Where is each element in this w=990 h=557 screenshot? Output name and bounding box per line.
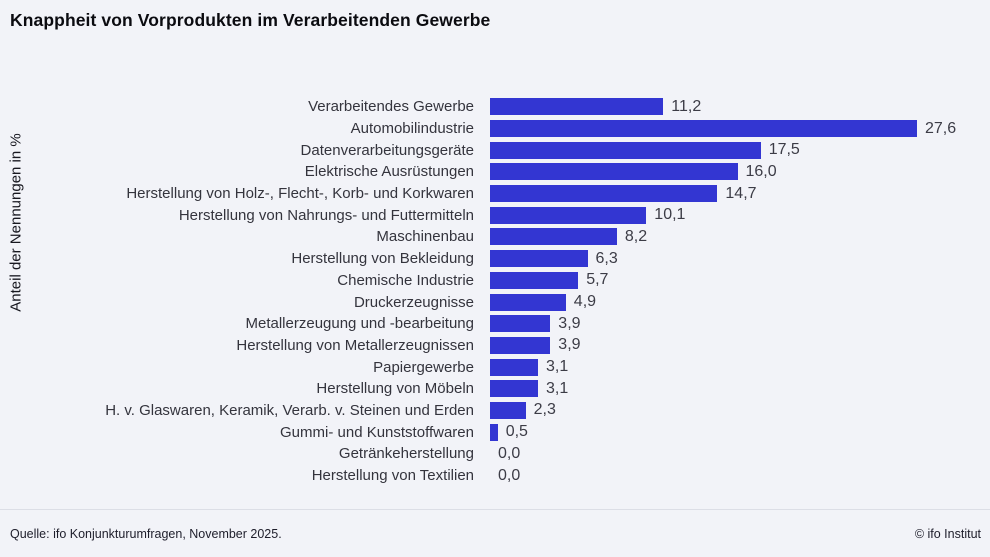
bar-track [490,207,990,224]
value-label: 5,7 [586,271,609,289]
value-label: 3,1 [546,358,569,376]
bar-row [0,161,990,183]
bar [490,380,538,397]
bar [490,424,498,441]
bar-row [0,356,990,378]
category-label: Gummi- und Kunststoffwaren [280,423,474,441]
bar [490,142,761,159]
bar-track [490,185,990,202]
bar [490,272,578,289]
bar [490,98,663,115]
bar-row [0,270,990,292]
y-axis-label: Anteil der Nennungen in % [7,133,25,312]
bar-track [490,142,990,159]
value-label: 0,5 [505,423,528,441]
bar-track [490,98,990,115]
bar-track [490,402,990,419]
bar-row [0,118,990,140]
bar-row [0,421,990,443]
category-label: Herstellung von Holz-, Flecht-, Korb- und Korkwaren [126,185,474,203]
bar [490,250,588,267]
bar-row [0,313,990,335]
bar-row [0,248,990,270]
value-label: 27,6 [925,119,957,137]
category-label: Herstellung von Textilien [311,467,474,485]
footer [0,509,990,557]
bar-track [490,359,990,376]
bar [490,163,738,180]
category-label: Metallerzeugung und -bearbeitung [245,315,474,333]
bar-row [0,183,990,205]
value-label: 17,5 [768,141,800,159]
bar-row [0,139,990,161]
bar-row [0,96,990,118]
bar [490,402,526,419]
bar-row [0,378,990,400]
category-label: Elektrische Ausrüstungen [304,163,474,181]
value-label: 8,2 [624,227,648,245]
bar [490,228,617,245]
chart-title: Knappheit von Vorprodukten im Verarbeitenden Gewerbe [10,10,491,30]
category-label: Herstellung von Möbeln [316,380,474,398]
bar-track [490,163,990,180]
bar-row [0,226,990,248]
bar [490,185,717,202]
category-label: H. v. Glaswaren, Keramik, Verarb. v. Steinen und Erden [105,401,474,419]
bar-track [490,445,990,462]
bar [490,315,550,332]
bar-row [0,400,990,422]
value-label: 14,7 [725,184,757,202]
bar-track [490,315,990,332]
bar-track [490,424,990,441]
value-label: 3,1 [546,379,569,397]
bar-track [490,467,990,484]
category-label: Getränkeherstellung [338,445,474,463]
bar [490,120,917,137]
value-label: 3,9 [558,314,581,332]
bar-track [490,120,990,137]
value-label: 6,3 [595,249,618,267]
value-label: 0,0 [498,444,521,462]
value-label: 0,0 [498,466,521,484]
copyright-note: © ifo Institut [914,526,981,541]
bar-row [0,335,990,357]
category-label: Herstellung von Nahrungs- und Futtermitteln [178,206,474,224]
bar-row [0,465,990,487]
bar [490,337,550,354]
category-label: Druckerzeugnisse [353,293,474,311]
source-note: Quelle: ifo Konjunkturumfragen, November 2025. [10,526,282,541]
value-label: 10,1 [654,206,686,224]
category-label: Herstellung von Metallerzeugnissen [236,336,474,354]
value-label: 2,3 [533,401,556,419]
category-label: Chemische Industrie [337,271,474,289]
bar-row [0,291,990,313]
bar-track [490,337,990,354]
bar-track [490,294,990,311]
value-label: 4,9 [573,293,597,311]
bar-track [490,272,990,289]
category-label: Maschinenbau [376,228,474,246]
value-label: 3,9 [558,336,581,354]
category-label: Automobilindustrie [350,120,474,138]
value-label: 11,2 [671,97,702,115]
bar [490,294,566,311]
bar-track [490,380,990,397]
category-label: Datenverarbeitungsgeräte [300,141,474,159]
bar [490,207,646,224]
value-label: 16,0 [745,162,777,180]
category-label: Verarbeitendes Gewerbe [308,98,474,116]
bar-track [490,250,990,267]
bar [490,359,538,376]
category-label: Herstellung von Bekleidung [291,250,474,268]
bar-chart [0,96,990,486]
bar-track [490,228,990,245]
category-label: Papiergewerbe [373,358,474,376]
bar-row [0,204,990,226]
bar-row [0,443,990,465]
